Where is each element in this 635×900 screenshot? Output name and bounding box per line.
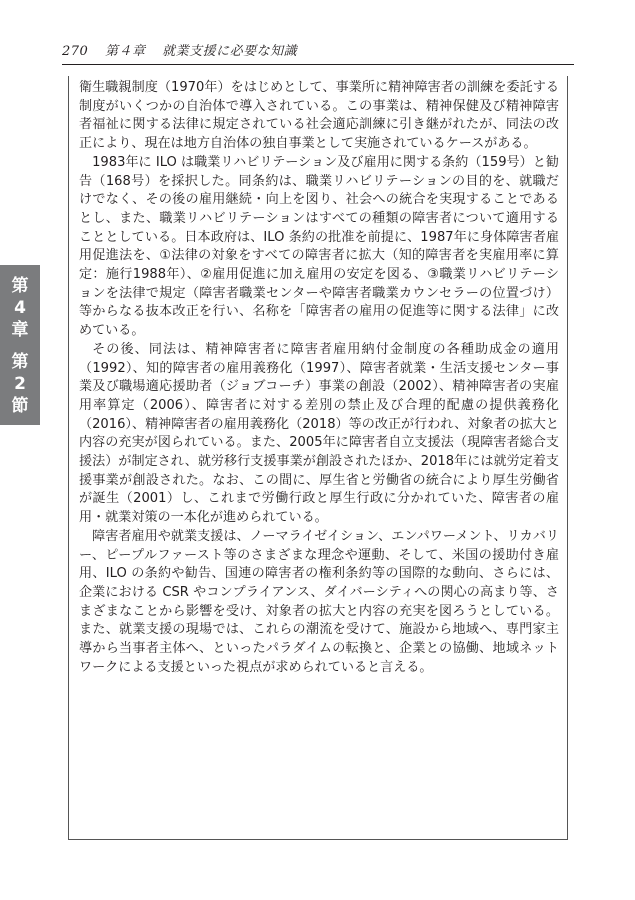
- side-tab-char: 章: [11, 320, 29, 340]
- side-tab-char: 第: [11, 276, 29, 296]
- running-header: [62, 40, 297, 59]
- chapter-label: 第４章: [104, 44, 146, 59]
- side-tab-char: 節: [11, 396, 29, 416]
- side-tab-char: 2: [14, 374, 26, 394]
- chapter-title: 就業支援に必要な知識: [162, 44, 298, 59]
- page-number: 270: [62, 44, 89, 59]
- paragraph: 1983年に ILO は職業リハビリテーション及び雇用に関する条約（159号）と勧告（168号）を採択した。同条約は、職業リハビリテーションの目的を、就職だけでなく、その後の雇用継続・向上を図り、社会への統合を実現することであるとし、また、職業リハビリテーションはすべての種類の障害者について適用することとしている。日本政府は、ILO 条約の批准を前提に、1987年に身体障害者雇用促進法を、①法律の対象をすべての障害者に拡大（知的障害者を実雇用率に算定：施行1988年）、②雇用促進に加え雇用の安定を図る、③職業リハビリテーションを法律で規定（障害者職業センターや障害者職業カウンセラーの位置づけ）等からなる抜本改正を行い、名称を「障害者の雇用の促進等に関する法律」に改めている。: [79, 154, 559, 339]
- paragraph: 障害者雇用や就業支援は、ノーマライゼイション、エンパワーメント、リカバリー、ピープルファースト等のさまざまな理念や運動、そして、米国の援助付き雇用、ILO の条約や勧告、国連の障害者の権利条約等の国際的な動向、さらには、企業における CSR やコンプライアンス、ダイバーシティへの関心の高まり等、さまざまなことから影響を受け、対象者の拡大と内容の充実を図ろうとしている。また、就業支援の現場では、これらの潮流を受けて、施設から地域へ、専門家主導から当事者主体へ、といったパラダイムの転換と、企業との協働、地域ネットワークによる支援といった視点が求められていると言える。: [79, 528, 559, 675]
- chapter-section-tab: [0, 265, 40, 425]
- side-tab-char: 4: [14, 298, 26, 318]
- paragraph: 衛生職親制度（1970年）をはじめとして、事業所に精神障害者の訓練を委託する制度がいくつかの自治体で導入されている。この事業は、精神保健及び精神障害者福祉に関する法律に規定されている社会適応訓練に引き継がれたが、同法の改正により、現在は地方自治体の独自事業として実施されているケースがある。: [79, 80, 559, 152]
- paragraph: その後、同法は、精神障害者に障害者雇用納付金制度の各種助成金の適用（1992）、知的障害者の雇用義務化（1997）、障害者就業・生活支援センター事業及び職場適応援助者（ジョブコーチ）事業の創設（2002）、精神障害者の実雇用率算定（2006）、障害者に対する差別の禁止及び合理的配慮の提供義務化（2016）、精神障害者の雇用義務化（2018）等の改正が行われ、対象者の拡大と内容の充実が図られている。また、2005年に障害者自立支援法（現障害者総合支援法）が制定され、就労移行支援事業が創設されたほか、2018年には就労定着支援事業が創設された。なお、この間に、厚生省と労働省の統合により厚生労働省が誕生（2001）し、これまで労働行政と厚生行政に分かれていた、障害者の雇用・就業対策の一本化が進められている。: [79, 341, 559, 526]
- body-text: [79, 79, 559, 678]
- header-rule: [62, 64, 574, 65]
- side-tab-char: 第: [11, 352, 29, 372]
